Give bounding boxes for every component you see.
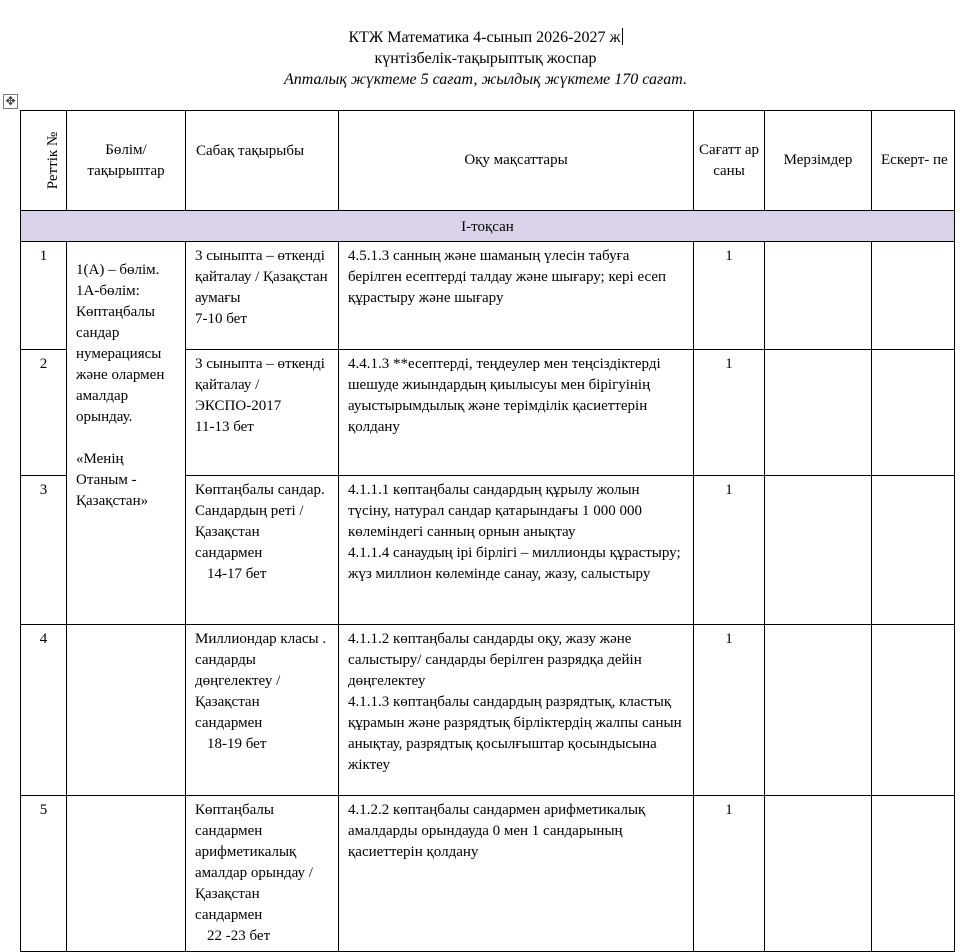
row-notes[interactable] <box>872 796 955 952</box>
row-topic <box>186 242 339 350</box>
row-dates[interactable] <box>765 796 872 952</box>
goal-text: 4.1.1.2 көптаңбалы сандарды оқу, жазу және салыстыру/ сандарды берілген разрядқа дейін дөңгелектеу <box>348 631 642 689</box>
topic-pages: 22 -23 бет <box>207 928 271 944</box>
topic-pages: 11-13 бет <box>195 419 254 435</box>
row-topic <box>186 476 339 625</box>
load-line[interactable]: Апталық жүктеме 5 сағат, жылдық жүктеме 170 сағат. <box>284 71 687 88</box>
goal-text: 4.5.1.3 санның және шаманың үлесін табуға берілген есептерді талдау және шығару; кері есеп құрастыру және шығару <box>348 248 667 306</box>
topic-text: Көптаңбалы сандар. Сандардың реті / Қазақстан сандармен <box>195 482 325 561</box>
table-move-handle-icon[interactable]: ✥ <box>3 94 18 109</box>
row-num: 5 <box>21 796 67 952</box>
row-dates[interactable] <box>765 625 872 796</box>
row-notes[interactable] <box>872 350 955 476</box>
header-topic: Сабақ тақырыбы <box>186 111 339 211</box>
document-header <box>0 27 971 90</box>
row-hours: 1 <box>694 476 765 625</box>
quarter-row <box>21 211 955 242</box>
topic-text: Миллиондар класы . сандарды дөңгелектеу / Қазақстан сандармен <box>195 631 327 731</box>
header-hours: Сағатт ар саны <box>694 111 765 211</box>
row-num: 1 <box>21 242 67 350</box>
table-row <box>21 796 955 952</box>
row-topic <box>186 796 339 952</box>
topic-text: 3 сыныпта – өткенді қайталау / ЭКСПО-2017 <box>195 356 325 414</box>
row-num: 4 <box>21 625 67 796</box>
document-subtitle[interactable]: күнтізбелік-тақырыптық жоспар <box>374 50 597 67</box>
section-line-1: 1(А) – бөлім. <box>76 262 160 278</box>
row-hours: 1 <box>694 625 765 796</box>
goal-text: 4.1.1.4 санаудың ірі бірлігі – миллионды құрастыру; жүз миллион көлемінде санау, жазу, салыстыру <box>348 545 681 582</box>
row-section-empty <box>67 796 186 952</box>
topic-pages: 14-17 бет <box>207 566 267 582</box>
row-hours: 1 <box>694 350 765 476</box>
quarter-label: I-тоқсан <box>21 211 955 242</box>
document-title[interactable]: КТЖ Математика 4-сынып 2026-2027 ж <box>348 29 621 46</box>
section-cell <box>67 242 186 625</box>
row-notes[interactable] <box>872 476 955 625</box>
row-hours: 1 <box>694 796 765 952</box>
header-dates: Мерзімдер <box>765 111 872 211</box>
row-dates[interactable] <box>765 350 872 476</box>
table-row <box>21 625 955 796</box>
row-topic <box>186 625 339 796</box>
table-header-row <box>21 111 955 211</box>
section-line-2: 1А-бөлім: Көптаңбалы сандар нумерациясы және олармен амалдар орындау. <box>76 283 165 425</box>
table-row <box>21 242 955 350</box>
row-notes[interactable] <box>872 242 955 350</box>
row-num: 3 <box>21 476 67 625</box>
row-goals <box>339 625 694 796</box>
row-goals <box>339 476 694 625</box>
row-goals <box>339 350 694 476</box>
goal-text: 4.1.1.1 көптаңбалы сандардың құрылу жолын түсіну, натурал сандар қатарындағы 1 000 000 көлеміндегі санның орнын анықтау <box>348 482 642 540</box>
row-topic <box>186 350 339 476</box>
row-notes[interactable] <box>872 625 955 796</box>
header-num: Реттік № <box>21 111 67 211</box>
section-line-3: «Менің Отаным - Қазақстан» <box>76 451 149 509</box>
topic-text: Көптаңбалы сандармен арифметикалық амалдар орындау / Қазақстан сандармен <box>195 802 313 923</box>
header-notes: Ескерт- пе <box>872 111 955 211</box>
topic-text: 3 сыныпта – өткенді қайталау / Қазақстан аумағы <box>195 248 328 306</box>
plan-table <box>20 110 955 952</box>
goal-text: 4.4.1.3 **есептерді, теңдеулер мен теңсіздіктерді шешуде жиындардың қиылысуы мен бірігуінің ауыстырымдылық және терімділік қасиеттерін қолдану <box>348 356 661 435</box>
topic-pages: 18-19 бет <box>207 736 267 752</box>
goal-text: 4.1.1.3 көптаңбалы сандардың разрядтық, кластық құрамын және разрядтық бірліктердің жалпы санын анықтау, разрядтық қосылғыштар қосындысына жіктеу <box>348 694 682 773</box>
row-goals <box>339 796 694 952</box>
header-section: Бөлім/ тақырыптар <box>67 111 186 211</box>
row-dates[interactable] <box>765 242 872 350</box>
header-goals: Оқу мақсаттары <box>339 111 694 211</box>
row-section-empty <box>67 625 186 796</box>
row-dates[interactable] <box>765 476 872 625</box>
row-num: 2 <box>21 350 67 476</box>
topic-pages: 7-10 бет <box>195 311 247 327</box>
goal-text: 4.1.2.2 көптаңбалы сандармен арифметикалық амалдарды орындауда 0 мен 1 сандарының қасиеттерін қолдану <box>348 802 646 860</box>
text-cursor <box>622 28 623 45</box>
row-hours: 1 <box>694 242 765 350</box>
row-goals <box>339 242 694 350</box>
section-gap <box>76 428 176 449</box>
